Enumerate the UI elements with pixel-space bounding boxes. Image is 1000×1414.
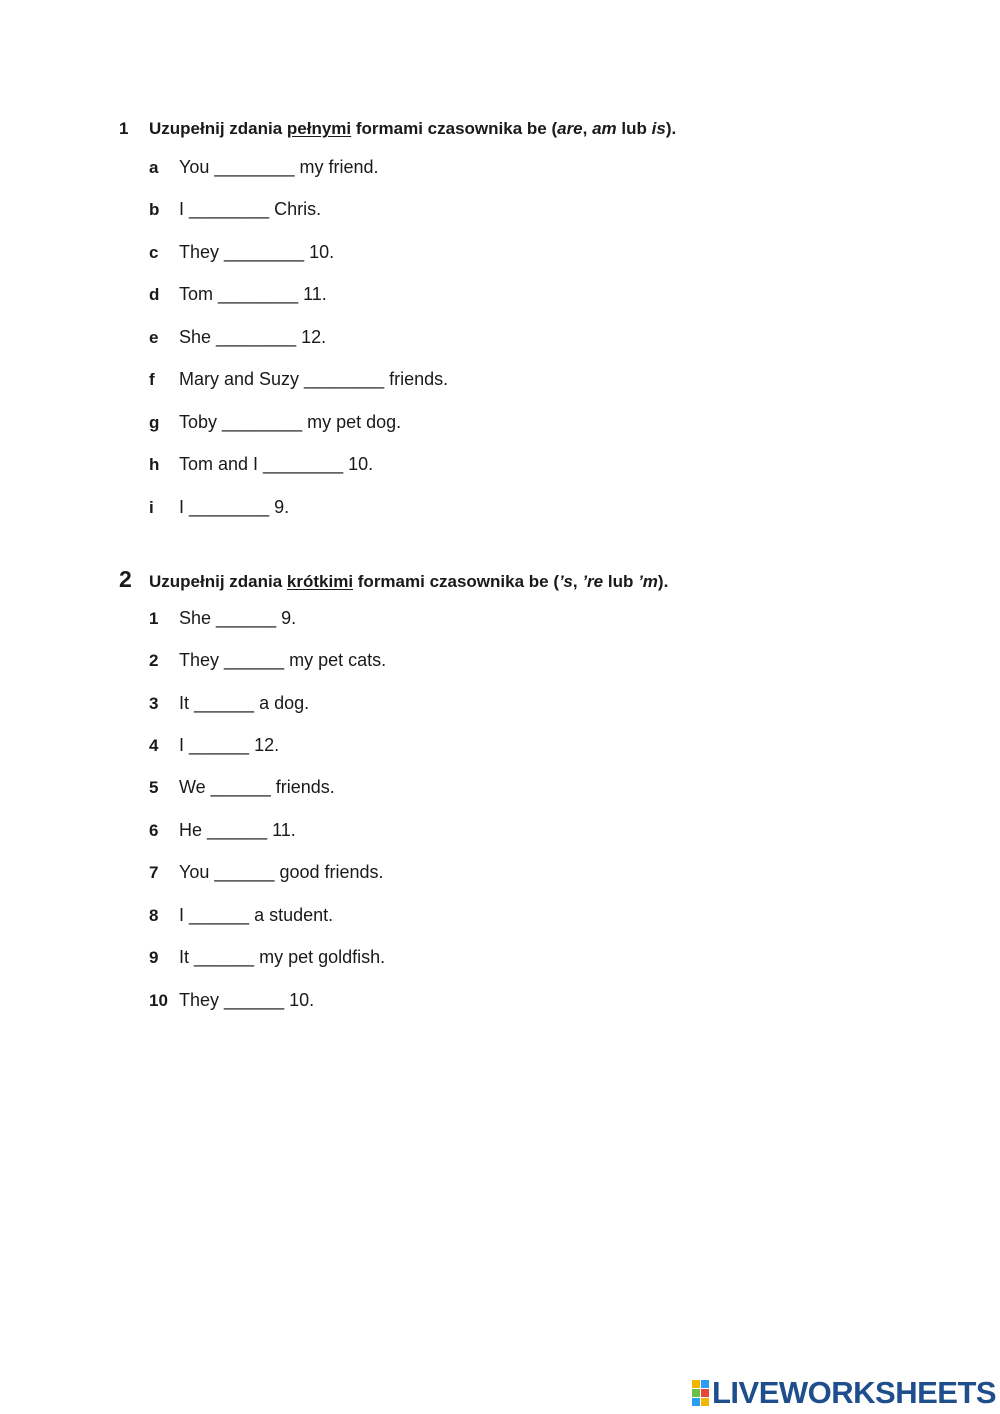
item-sentence[interactable]: Tom and I ________ 10. xyxy=(179,454,374,474)
exercise-1-item xyxy=(149,242,334,263)
exercise-1-number: 1 xyxy=(119,119,129,138)
exercise-2-item xyxy=(149,862,384,883)
item-sentence[interactable]: It ______ my pet goldfish. xyxy=(179,947,386,967)
exercise-1-heading: 1 Uzupełnij zdania pełnymi formami czasownika be (are, am lub is). xyxy=(119,119,677,138)
verb-form: ’m xyxy=(638,572,658,591)
item-label: 2 xyxy=(149,651,159,670)
exercise-2-item xyxy=(149,777,335,798)
item-sentence[interactable]: I ________ 9. xyxy=(179,497,290,517)
item-sentence[interactable]: We ______ friends. xyxy=(179,777,335,797)
item-sentence[interactable]: Mary and Suzy ________ friends. xyxy=(179,369,449,389)
exercise-2-item xyxy=(149,693,309,714)
instruction-text: Uzupełnij zdania xyxy=(149,119,287,138)
item-sentence[interactable]: You ________ my friend. xyxy=(179,157,379,177)
item-label: 9 xyxy=(149,948,159,967)
item-sentence[interactable]: I ______ a student. xyxy=(179,905,334,925)
item-label: h xyxy=(149,455,160,474)
exercise-2-item xyxy=(149,990,314,1011)
item-label: 7 xyxy=(149,863,159,882)
item-label: 6 xyxy=(149,821,159,840)
item-sentence[interactable]: You ______ good friends. xyxy=(179,862,384,882)
item-sentence[interactable]: She ________ 12. xyxy=(179,327,327,347)
item-sentence[interactable]: She ______ 9. xyxy=(179,608,297,628)
item-label: e xyxy=(149,328,159,347)
verb-form: am xyxy=(592,119,617,138)
exercise-2-item xyxy=(149,650,386,671)
instruction-keyword: pełnymi xyxy=(286,119,352,138)
exercise-1-item xyxy=(149,412,401,433)
exercise-2-item xyxy=(149,947,385,968)
exercise-2-item xyxy=(149,905,333,926)
item-sentence[interactable]: I ______ 12. xyxy=(179,735,280,755)
exercise-2-item xyxy=(149,735,279,756)
exercise-2-item xyxy=(149,608,296,629)
item-label: b xyxy=(149,200,160,219)
item-label: i xyxy=(149,498,154,517)
exercise-1-item xyxy=(149,199,321,220)
item-label: 4 xyxy=(149,736,159,755)
item-sentence[interactable]: Tom ________ 11. xyxy=(179,284,327,304)
item-sentence[interactable]: He ______ 11. xyxy=(179,820,296,840)
logo-text: LIVEWORKSHEETS xyxy=(712,1375,997,1410)
instruction-keyword: krótkimi xyxy=(286,572,354,591)
liveworksheets-logo-icon xyxy=(692,1380,709,1406)
exercise-2-number: 2 xyxy=(119,566,132,592)
verb-form: is xyxy=(651,119,666,138)
item-label: 8 xyxy=(149,906,159,925)
exercise-1-item xyxy=(149,327,326,348)
exercise-1-item xyxy=(149,284,327,305)
exercise-1-item xyxy=(149,369,448,390)
verb-form: are xyxy=(557,119,583,138)
exercise-1-item xyxy=(149,497,289,518)
item-label: 3 xyxy=(149,694,159,713)
item-label: a xyxy=(149,158,159,177)
exercise-2-item xyxy=(149,820,296,841)
verb-form: ’re xyxy=(582,572,604,591)
item-sentence[interactable]: Toby ________ my pet dog. xyxy=(179,412,402,432)
item-sentence[interactable]: They ________ 10. xyxy=(179,242,335,262)
item-sentence[interactable]: It ______ a dog. xyxy=(179,693,310,713)
exercise-2-heading: 2 Uzupełnij zdania krótkimi formami czasownika be (’s, ’re lub ’m). xyxy=(119,566,669,592)
item-sentence[interactable]: They ______ 10. xyxy=(179,990,315,1010)
item-label: f xyxy=(149,370,155,389)
item-label: 10 xyxy=(149,991,168,1010)
item-label: c xyxy=(149,243,159,262)
instruction-text: Uzupełnij zdania xyxy=(149,572,287,591)
verb-form: ’s xyxy=(559,572,573,591)
exercise-1-item xyxy=(149,157,379,178)
exercise-1-item xyxy=(149,454,373,475)
item-label: 1 xyxy=(149,609,159,628)
liveworksheets-logo[interactable] xyxy=(692,1375,996,1411)
item-label: d xyxy=(149,285,160,304)
item-sentence[interactable]: I ________ Chris. xyxy=(179,199,322,219)
item-sentence[interactable]: They ______ my pet cats. xyxy=(179,650,387,670)
item-label: 5 xyxy=(149,778,159,797)
item-label: g xyxy=(149,413,160,432)
